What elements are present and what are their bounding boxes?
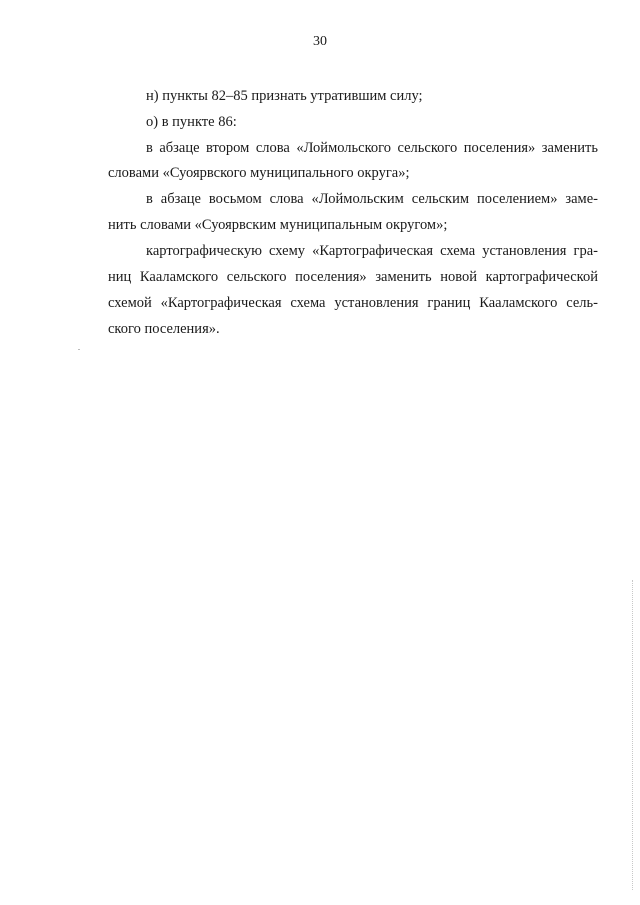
- scan-margin-mark: [632, 580, 634, 890]
- paragraph-line: картографическую схему «Картографическая схема установления гра-: [146, 243, 598, 259]
- paragraph-line: нить словами «Суоярвским муниципальным округом»;: [108, 217, 448, 233]
- paragraph-line: схемой «Картографическая схема установления границ Кааламского сель-: [108, 295, 598, 311]
- paragraph-line: в абзаце восьмом слова «Лоймольским сельским поселением» заме-: [146, 191, 598, 207]
- page-number: 30: [313, 34, 327, 49]
- paragraph-line: ниц Кааламского сельского поселения» заменить новой картографической: [108, 269, 598, 285]
- paragraph-line: ского поселения».: [108, 321, 220, 337]
- paragraph-line: словами «Суоярвского муниципального округа»;: [108, 165, 410, 181]
- scan-speck: [78, 349, 80, 350]
- paragraph-line: н) пункты 82–85 признать утратившим силу;: [146, 88, 423, 104]
- paragraph-line: о) в пункте 86:: [146, 114, 237, 130]
- paragraph-line: в абзаце втором слова «Лоймольского сельского поселения» заменить: [146, 140, 598, 156]
